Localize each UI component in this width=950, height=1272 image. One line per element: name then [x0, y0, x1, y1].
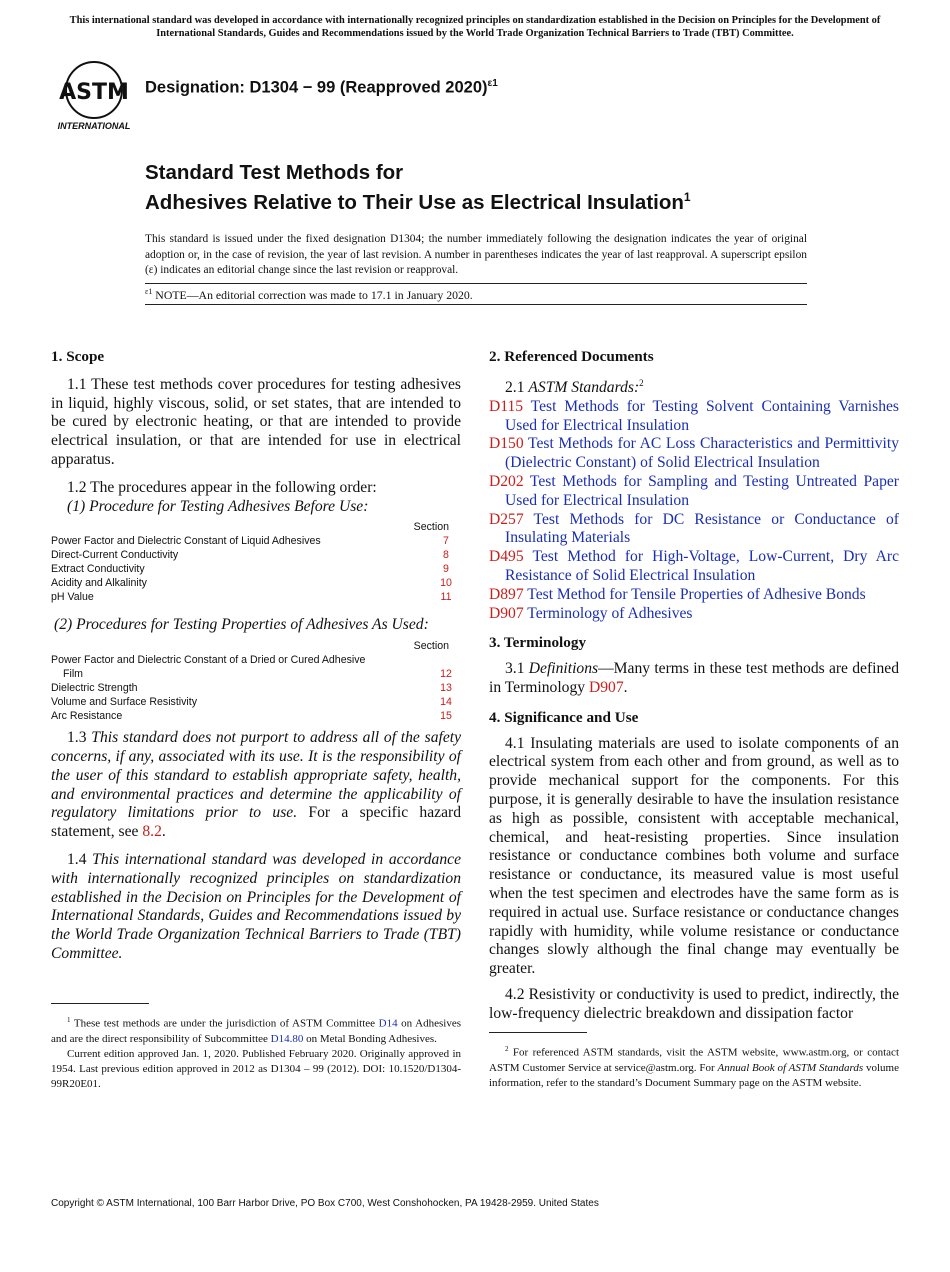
- section-link[interactable]: 14: [440, 696, 452, 709]
- left-column: [51, 348, 461, 964]
- paragraph-1-3: 1.3 This standard does not purport to address all of the safety concerns, if any, associated with its use. It is the responsibility of the user of this standard to establish appropriate safety, health, and environmental practices and determine the applicability of regulatory limitations prior to use. For a specific hazard statement, see 8.2.: [51, 729, 461, 841]
- page-title: Standard Test Methods for Adhesives Relative to Their Use as Electrical Insulation$^1$: [145, 161, 691, 214]
- section-link[interactable]: 15: [440, 710, 452, 723]
- footnote-divider: [51, 1003, 149, 1004]
- list-title-before-use: (1) Procedure for Testing Adhesives Before Use:: [67, 497, 369, 515]
- paragraph-1-4: 1.4 This international standard was developed in accordance with internationally recognized principles on standardization established in the Decision on Principles for the Development of International Standards, Guides and Recommendations issued by the World Trade Organization Technical Barriers to Trade (TBT) Committee.: [51, 850, 461, 962]
- section-link[interactable]: 10: [440, 577, 452, 590]
- astm-standards-label: 2.1 ASTM Standards:$^2$: [505, 377, 644, 396]
- reference-item[interactable]: D150 Test Methods for AC Loss Characteristics and Permittivity (Dielectric Constant) of Solid Electrical Insulation: [489, 435, 899, 472]
- astm-logo: [54, 60, 134, 132]
- table-row-text: Power Factor and Dielectric Constant of a Dried or Cured Adhesive: [51, 654, 366, 667]
- section-link[interactable]: 7: [443, 535, 449, 548]
- section-column-label: Section: [413, 640, 449, 653]
- table-row: Film 12: [51, 667, 461, 681]
- copyright-footer: Copyright © ASTM International, 100 Barr Harbor Drive, PO Box C700, West Conshohocken, PA 19428-2959. United States: [51, 1198, 599, 1209]
- table-row: Volume and Surface Resistivity 14: [51, 695, 461, 709]
- reference-item[interactable]: D495 Test Method for High-Voltage, Low-Current, Dry Arc Resistance of Solid Electrical Insulation: [489, 548, 899, 584]
- svg-text:INTERNATIONAL: INTERNATIONAL: [57, 121, 131, 131]
- section-column-label: Section: [413, 521, 449, 534]
- tbt-banner: This international standard was developed in accordance with internationally recognized principles on standardization established in the Decision on Principles for the Development of International Standards, Guides and Recommendations issued by the World Trade Organization Technical Barriers to Trade (TBT) Committee.: [69, 15, 881, 39]
- table-row: Arc Resistance 15: [51, 709, 461, 723]
- subcommittee-link[interactable]: D14.80: [270, 1032, 304, 1045]
- table-row: Dielectric Strength 13: [51, 681, 461, 695]
- editorial-note: $^{\varepsilon 1}$ NOTE—An editorial correction was made to 17.1 in January 2020.: [145, 287, 473, 302]
- paragraph-4-1: 4.1 Insulating materials are used to isolate components of an electrical system from each other and from ground, as well as to provide mechanical support for the components. For this purpose, it is generally desirable to have the insulation resistance as high as possible, consistent with acceptable mechanical, chemical, and heat-resisting properties. Since insulation resistance or conductance combines both volume and surface resistance or conductance, its measured value is most useful when the test specimen and electrodes have the same form as is required in actual use. Surface resistance or conductance changes rapidly with humidity, while volume resistance or conductance changes slowly although the final change may eventually be greater.: [489, 734, 899, 978]
- reference-list: [489, 398, 899, 624]
- paragraph-3-1: 3.1 Definitions—Many terms in these test methods are defined in Terminology D907.: [489, 660, 900, 696]
- table-row: Direct-Current Conductivity 8: [51, 548, 461, 562]
- table-row: pH Value 11: [51, 590, 461, 604]
- reference-item[interactable]: D202 Test Methods for Sampling and Testing Untreated Paper Used for Electrical Insulation: [489, 472, 899, 509]
- section-link[interactable]: 13: [440, 682, 452, 695]
- paragraph-1-2: 1.2 The procedures appear in the following order:: [67, 478, 377, 496]
- footnote-2: $^2$ For referenced ASTM standards, visit the ASTM website, www.astm.org, or contact ASTM Customer Service at service@astm.org. For Annual Book of ASTM Standards volume information, refer to the standard’s Document Summary page on the ASTM website.: [489, 1032, 899, 1091]
- section-link[interactable]: 8: [443, 549, 449, 562]
- footnote-1: $^1$ These test methods are under the jurisdiction of ASTM Committee D14 on Adhesives and are the direct responsibility of Subcommittee D14.80 on Metal Bonding Adhesives. Current edition approved Jan. 1, 2020. Published February 2020. Originally approved in 1954. Last previous edition approved in 2012 as D1304 – 99 (2012). DOI: 10.1520/D1304-99R20E01.: [51, 1003, 461, 1092]
- paragraph-1-1: 1.1 These test methods cover procedures for testing adhesives in liquid, highly viscous, solid, or set states, that are intended to be cured by electronic heating, or that are intended to provide electrical insulation, or that are intended for use in electrical apparatus.: [51, 375, 461, 468]
- table-row: Power Factor and Dielectric Constant of Liquid Adhesives 7: [51, 534, 461, 548]
- paragraph-4-2: 4.2 Resistivity or conductivity is used to predict, indirectly, the low-frequency dielectric breakdown and dissipation factor: [489, 985, 899, 1022]
- divider: [145, 304, 807, 305]
- terminology-link[interactable]: D907: [588, 678, 624, 696]
- edition-note: Current edition approved Jan. 1, 2020. Published February 2020. Originally approved in 1954. Last previous edition approved in 2012 as D1304 – 99 (2012). DOI: 10.1520/D1304-99R20E01.: [51, 1047, 461, 1090]
- committee-link[interactable]: D14: [378, 1017, 398, 1030]
- issued-note: This standard is issued under the fixed designation D1304; the number immediately following the designation indicates the year of original adoption or, in the case of revision, the year of last revision. A number in parentheses indicates the year of last reapproval. A superscript epsilon (ε) indicates an editorial change since the last revision or reapproval.: [145, 233, 807, 276]
- section-heading-scope: 1. Scope: [51, 348, 105, 365]
- divider: [145, 283, 807, 284]
- table-row: Acidity and Alkalinity 10: [51, 576, 461, 590]
- procedure-table-before-use: [51, 520, 461, 604]
- reference-item[interactable]: D897 Test Method for Tensile Properties of Adhesive Bonds: [489, 585, 866, 603]
- hazard-link[interactable]: 8.2: [142, 823, 162, 841]
- footnote-divider: [489, 1032, 587, 1033]
- svg-text:ASTM: ASTM: [59, 80, 129, 105]
- section-link[interactable]: 12: [440, 668, 452, 681]
- procedure-table-as-used: [51, 639, 461, 723]
- section-heading-significance: 4. Significance and Use: [489, 708, 639, 726]
- section-heading-referenced-documents: 2. Referenced Documents: [489, 348, 654, 365]
- list-title-as-used: (2) Procedures for Testing Properties of Adhesives As Used:: [54, 616, 429, 634]
- table-row: Extract Conductivity 9: [51, 562, 461, 576]
- reference-item[interactable]: D115 Test Methods for Testing Solvent Containing Varnishes Used for Electrical Insulation: [489, 397, 899, 434]
- section-link[interactable]: 9: [443, 563, 449, 576]
- section-link[interactable]: 11: [440, 591, 452, 604]
- reference-item[interactable]: D257 Test Methods for DC Resistance or Conductance of Insulating Materials: [489, 510, 899, 547]
- reference-item[interactable]: D907 Terminology of Adhesives: [489, 604, 693, 622]
- section-heading-terminology: 3. Terminology: [489, 634, 587, 652]
- designation: Designation: D1304 − 99 (Reapproved 2020)$^{\varepsilon 1}$: [145, 78, 498, 97]
- right-column: [489, 348, 899, 1023]
